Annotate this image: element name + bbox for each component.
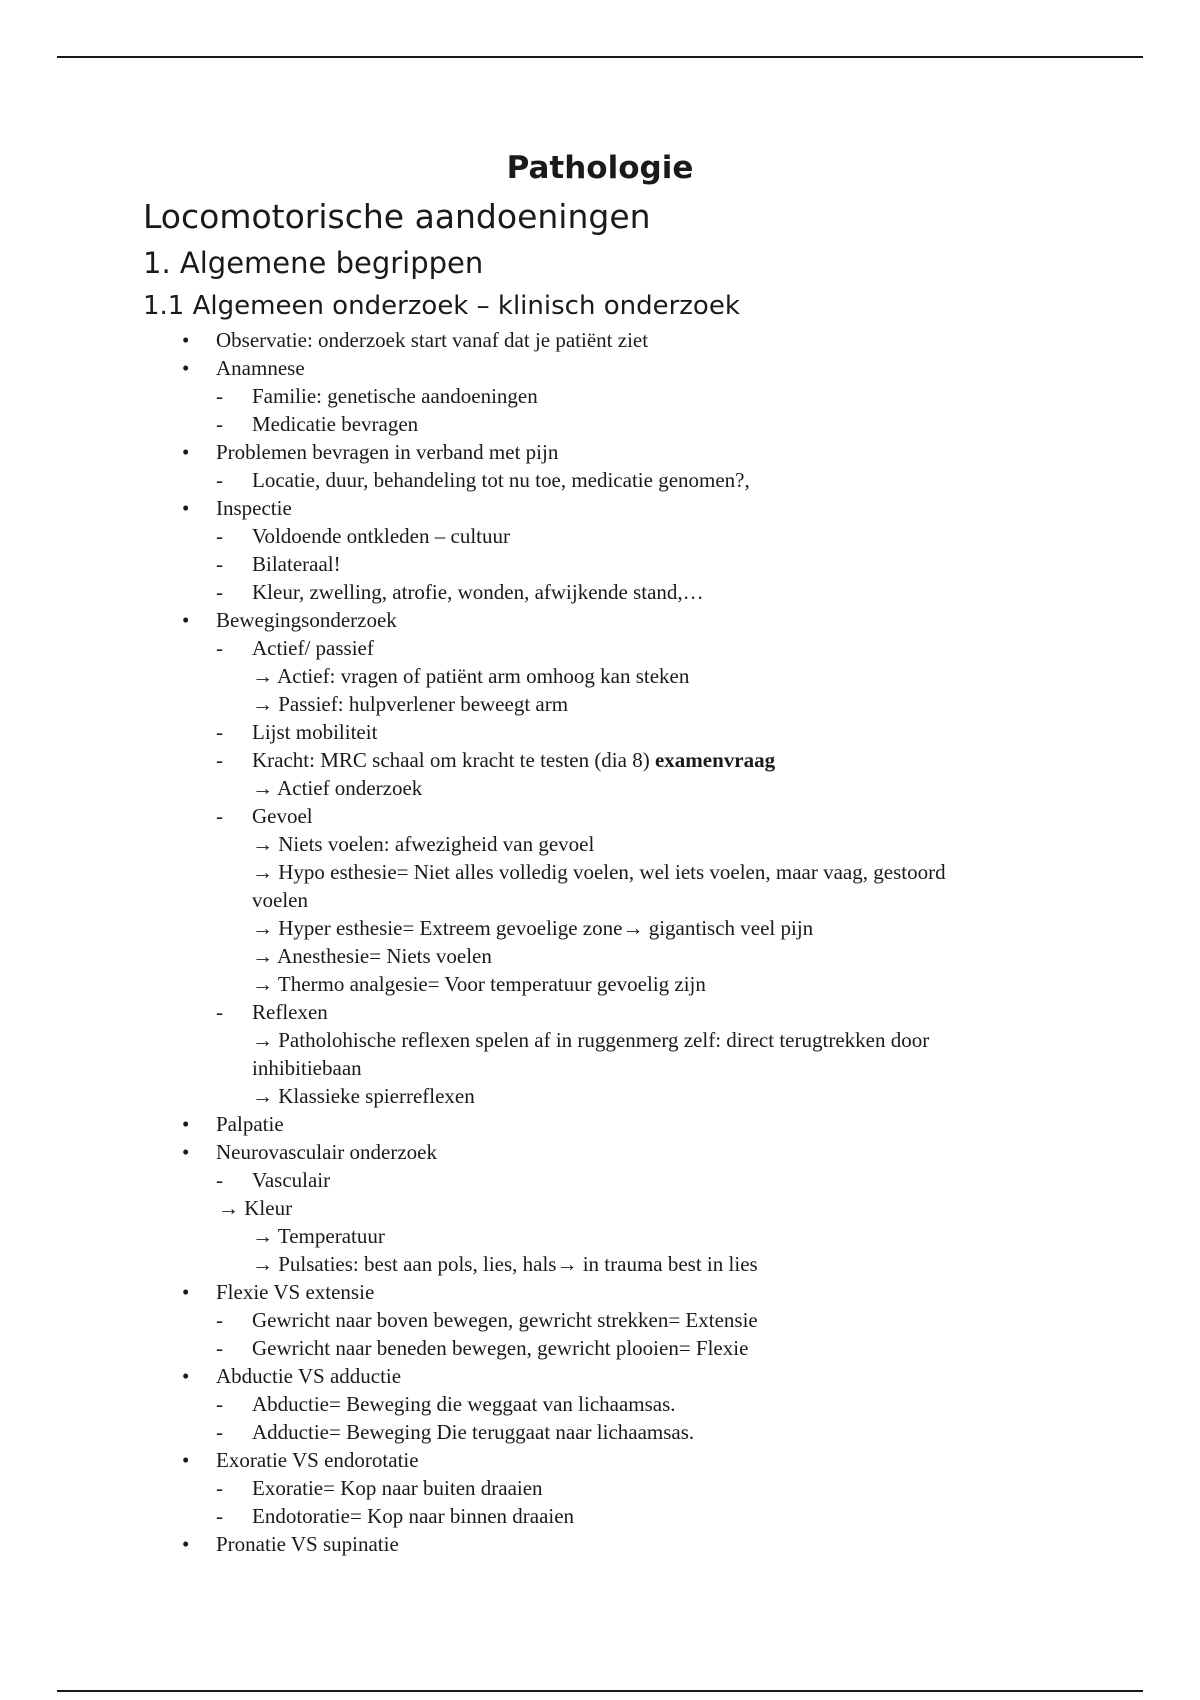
bullet-icon: • xyxy=(182,1532,190,1556)
bullet-icon: • xyxy=(182,328,190,352)
sub-list-item: - Exoratie= Kop naar buiten draaien xyxy=(216,1476,543,1500)
dash-icon: - xyxy=(216,1504,223,1528)
list-item: • Exoratie VS endorotatie xyxy=(182,1448,419,1472)
arrow-line: → Patholohische reflexen spelen af in ruggenmerg zelf: direct terugtrekken door xyxy=(252,1028,930,1052)
dash-icon: - xyxy=(216,524,223,548)
bullet-icon: • xyxy=(182,1448,190,1472)
dash-icon: - xyxy=(216,1000,223,1024)
arrow-line: → Hyper esthesie= Extreem gevoelige zone→ gigantisch veel pijn xyxy=(252,916,814,940)
list-item: • Abductie VS adductie xyxy=(182,1364,402,1388)
arrow-line: → Temperatuur xyxy=(252,1224,385,1248)
list-item: • Inspectie xyxy=(182,496,292,520)
dash-icon: - xyxy=(216,1308,223,1332)
dash-icon: - xyxy=(216,1476,223,1500)
dash-icon: - xyxy=(216,1168,223,1192)
sub-list-item: - Familie: genetische aandoeningen xyxy=(216,384,538,408)
sub-list-item: - Gewricht naar beneden bewegen, gewricht plooien= Flexie xyxy=(216,1336,749,1360)
list-item: • Neurovasculair onderzoek xyxy=(182,1140,437,1164)
bullet-icon: • xyxy=(182,440,190,464)
dash-icon: - xyxy=(216,720,223,744)
arrow-line-continuation: inhibitiebaan xyxy=(252,1056,362,1080)
sub-list-item: - Kracht: MRC schaal om kracht te testen (dia 8) examenvraag xyxy=(216,748,776,772)
bullet-icon: • xyxy=(182,608,190,632)
sub-list-item: - Gewricht naar boven bewegen, gewricht strekken= Extensie xyxy=(216,1308,758,1332)
sub-list-item: - Kleur, zwelling, atrofie, wonden, afwijkende stand,… xyxy=(216,580,704,604)
arrow-line: → Niets voelen: afwezigheid van gevoel xyxy=(252,832,595,856)
list-item: • Pronatie VS supinatie xyxy=(182,1532,399,1556)
list-item: • Observatie: onderzoek start vanaf dat je patiënt ziet xyxy=(182,328,649,352)
dash-icon: - xyxy=(216,1392,223,1416)
heading-section: 1. Algemene begrippen xyxy=(143,246,484,280)
arrow-line: → Passief: hulpverlener beweegt arm xyxy=(252,692,569,716)
bullet-icon: • xyxy=(182,356,190,380)
sub-list-item: - Voldoende ontkleden – cultuur xyxy=(216,524,510,548)
list-item: • Palpatie xyxy=(182,1112,284,1136)
heading-chapter: Locomotorische aandoeningen xyxy=(143,197,651,236)
sub-list-item: - Abductie= Beweging die weggaat van lichaamsas. xyxy=(216,1392,676,1416)
arrow-line-continuation: voelen xyxy=(252,888,308,912)
content-list xyxy=(0,326,1200,1558)
sub-list-item: - Lijst mobiliteit xyxy=(216,720,378,744)
arrow-line: → Actief: vragen of patiënt arm omhoog kan steken xyxy=(252,664,690,688)
sub-list-item: - Vasculair xyxy=(216,1168,331,1192)
dash-icon: - xyxy=(216,1336,223,1360)
arrow-line: → Anesthesie= Niets voelen xyxy=(252,944,492,968)
exam-question-label: examenvraag xyxy=(654,748,776,772)
dash-icon: - xyxy=(216,412,223,436)
dash-icon: - xyxy=(216,580,223,604)
heading-subsection: 1.1 Algemeen onderzoek – klinisch onderzoek xyxy=(143,291,740,321)
dash-icon: - xyxy=(216,748,223,772)
arrow-line: → Klassieke spierreflexen xyxy=(252,1084,475,1108)
bullet-icon: • xyxy=(182,1112,190,1136)
dash-icon: - xyxy=(216,552,223,576)
dash-icon: - xyxy=(216,804,223,828)
sub-list-item: - Bilateraal! xyxy=(216,552,341,576)
list-item: • Problemen bevragen in verband met pijn xyxy=(182,440,559,464)
dash-icon: - xyxy=(216,1420,223,1444)
document-title: Pathologie xyxy=(506,150,694,186)
bullet-icon: • xyxy=(182,496,190,520)
dash-icon: - xyxy=(216,636,223,660)
bullet-icon: • xyxy=(182,1280,190,1304)
sub-list-item: - Endotoratie= Kop naar binnen draaien xyxy=(216,1504,575,1528)
sub-list-item: - Gevoel xyxy=(216,804,313,828)
list-item: • Bewegingsonderzoek xyxy=(182,608,397,632)
header-rule xyxy=(57,56,1143,58)
sub-list-item: - Reflexen xyxy=(216,1000,328,1024)
sub-list-item: - Actief/ passief xyxy=(216,636,374,660)
sub-list-item: - Adductie= Beweging Die teruggaat naar lichaamsas. xyxy=(216,1420,695,1444)
arrow-line: → Pulsaties: best aan pols, lies, hals→ in trauma best in lies xyxy=(252,1252,758,1276)
bullet-icon: • xyxy=(182,1364,190,1388)
arrow-line: → Kleur xyxy=(218,1196,293,1220)
arrow-line: → Hypo esthesie= Niet alles volledig voelen, wel iets voelen, maar vaag, gestoord xyxy=(252,860,946,884)
arrow-line: → Actief onderzoek xyxy=(252,776,423,800)
footer-rule xyxy=(57,1690,1143,1692)
dash-icon: - xyxy=(216,384,223,408)
dash-icon: - xyxy=(216,468,223,492)
list-item: • Anamnese xyxy=(182,356,305,380)
list-item: • Flexie VS extensie xyxy=(182,1280,375,1304)
sub-list-item: - Medicatie bevragen xyxy=(216,412,419,436)
arrow-line: → Thermo analgesie= Voor temperatuur gevoelig zijn xyxy=(252,972,706,996)
bullet-icon: • xyxy=(182,1140,190,1164)
sub-list-item: - Locatie, duur, behandeling tot nu toe, medicatie genomen?, xyxy=(216,468,750,492)
